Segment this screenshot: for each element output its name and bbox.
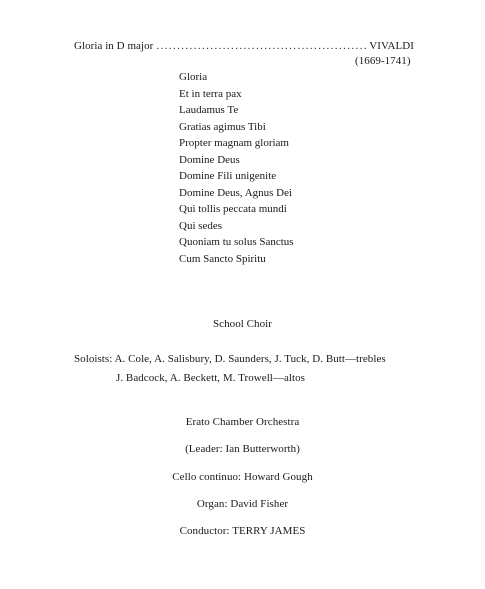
movement-item: Domine Fili unigenite [179, 170, 277, 182]
movement-item: Et in terra pax [179, 87, 242, 100]
soloists-altos: J. Badcock, A. Beckett, M. Trowell—altos [116, 372, 305, 384]
movement-item: Propter magnam gloriam [179, 137, 289, 149]
movement-item: Gloria [179, 71, 208, 83]
composer-dates: (1669-1741) [355, 55, 411, 67]
movement-item: Gratias agimus Tibi [179, 120, 266, 133]
composer-name: VIVALDI [369, 40, 414, 52]
movement-list [179, 69, 294, 267]
movement-item: Laudamus Te [179, 104, 239, 116]
movement-item: Qui tollis peccata mundi [179, 203, 287, 215]
organist: Organ: David Fisher [196, 498, 289, 510]
movement-item: Qui sedes [179, 219, 223, 232]
movement-item: Domine Deus, Agnus Dei [179, 186, 293, 199]
soloists-trebles: Soloists: A. Cole, A. Salisbury, D. Saunders, J. Tuck, D. Butt—trebles [74, 353, 386, 365]
cello-continuo: Cello continuo: Howard Gough [172, 471, 313, 483]
movement-item: Cum Sancto Spiritu [179, 252, 266, 265]
dot-leader [156, 39, 366, 53]
work-title: Gloria in D major [74, 40, 154, 52]
choir-name: School Choir [213, 318, 272, 330]
movement-item: Quoniam tu solus Sanctus [179, 236, 294, 248]
work-heading [74, 39, 414, 53]
orchestra-leader: (Leader: Ian Butterworth) [185, 443, 300, 455]
conductor: Conductor: TERRY JAMES [179, 525, 306, 537]
orchestra-name: Erato Chamber Orchestra [185, 416, 300, 428]
movement-item: Domine Deus [179, 153, 240, 166]
